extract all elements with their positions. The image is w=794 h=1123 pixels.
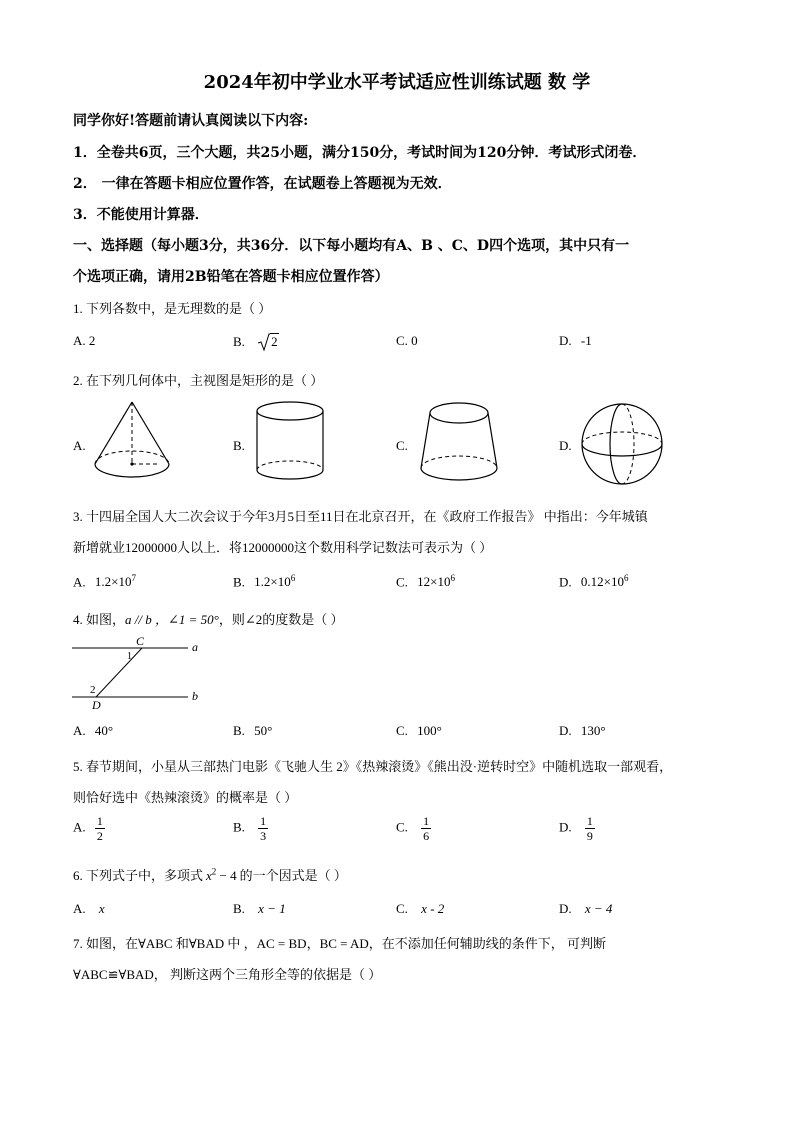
line-b-label: b	[192, 689, 198, 703]
q3-option-b	[233, 573, 295, 590]
point-d-label: D	[92, 698, 101, 712]
sqrt-sign-icon	[258, 333, 270, 351]
q1-option-a-value: 2	[88, 333, 96, 348]
rule-3: 3．不能使用计算器．	[73, 207, 209, 223]
q3-option-c	[396, 573, 455, 590]
q4-option-b-label: B.	[233, 723, 245, 738]
q3-option-d-base: 0.12×10	[580, 574, 624, 590]
q4-option-c-label: C.	[396, 723, 408, 738]
q6-option-d	[559, 901, 612, 917]
question-3-stem-line1: 3. 十四届全国人大二次会议于今年3月5日至11日在北京召开，在《政府工作报告》 中指出：今年城镇	[73, 509, 648, 524]
q1-option-b-label: B.	[233, 334, 245, 349]
q6-option-b	[233, 901, 286, 917]
q4-option-d-value: 130°	[580, 723, 606, 738]
q6-stem-suffix: 的一个因式是（ ）	[239, 868, 347, 883]
q4-option-a	[73, 723, 113, 739]
question-4-stem	[73, 609, 344, 628]
q3-option-a-exp: 7	[131, 573, 136, 583]
q5-option-b-numerator: 1	[260, 814, 267, 828]
q5-option-a-denominator: 2	[96, 829, 103, 843]
q1-option-c	[396, 333, 418, 349]
q5-option-c-denominator: 6	[423, 829, 430, 843]
q6-option-d-value: x − 4	[584, 901, 613, 916]
cylinder-figure	[254, 400, 326, 484]
q6-option-c	[396, 901, 444, 917]
q2-option-b-label: B.	[233, 438, 245, 453]
q4-stem-suffix: ，则∠2的度数是（ ）	[218, 612, 344, 627]
q5-option-a-numerator: 1	[96, 814, 103, 828]
q5-option-d-numerator: 1	[586, 814, 593, 828]
q5-option-c	[396, 814, 431, 843]
q3-option-a-label: A.	[73, 574, 86, 590]
q3-option-c-label: C.	[396, 574, 408, 590]
question-7-stem-line1: 7. 如图，在∀ABC 和∀BAD 中 ，AC = BD，BC = AD，在不添加任何辅助线的条件下， 可判断	[73, 936, 607, 951]
q5-option-c-label: C.	[396, 819, 408, 835]
q4-stem-math: a // b ，∠1 = 50°	[125, 612, 219, 627]
q4-stem-prefix: 4. 如图，	[73, 612, 126, 627]
q1-option-d	[559, 333, 592, 349]
q1-option-a-label: A.	[73, 333, 86, 348]
q6-option-a	[73, 901, 105, 917]
line-a-label: a	[192, 640, 198, 654]
q3-option-d-label: D.	[559, 574, 572, 590]
q4-option-c-value: 100°	[417, 723, 442, 738]
angle-2-label: 2	[90, 684, 96, 696]
question-5-stem-line1: 5. 春节期间，小星从三部热门电影《飞驰人生 2》《热辣滚烫》《熊出没·逆转时空》中随机选取一部观看，	[73, 759, 673, 774]
q4-option-b-value: 50°	[254, 723, 273, 738]
sphere-figure	[580, 402, 664, 486]
q3-option-b-base: 1.2×10	[254, 574, 291, 590]
q3-option-d	[559, 573, 628, 590]
parallel-lines-figure	[70, 634, 210, 714]
q1-option-d-label: D.	[559, 333, 572, 348]
q6-stem-prefix: 6. 下列式子中，多项式	[73, 868, 204, 883]
frustum-figure	[418, 400, 500, 484]
q1-option-b	[233, 333, 279, 351]
q6-option-a-label: A.	[73, 901, 86, 916]
q5-option-d-label: D.	[559, 819, 572, 835]
q6-stem-math-base: x	[206, 868, 212, 883]
q6-option-d-label: D.	[559, 901, 572, 916]
rule-1: 1．全卷共6页，三个大题，共25小题，满分150分，考试时间为120分钟．考试形式闭卷．	[73, 145, 647, 161]
q1-option-b-radicand: 2	[271, 334, 278, 349]
q3-option-c-exp: 6	[450, 573, 456, 583]
q5-option-c-numerator: 1	[423, 814, 430, 828]
q1-option-d-value: -1	[580, 333, 592, 348]
q6-stem-math-exp: 2	[211, 866, 217, 877]
q1-option-a	[73, 333, 95, 349]
q2-option-d-label: D.	[559, 438, 572, 453]
question-1-stem: 1. 下列各数中，是无理数的是（ ）	[73, 301, 272, 316]
q3-option-b-label: B.	[233, 574, 245, 590]
q3-option-a	[73, 573, 136, 590]
q4-option-a-label: A.	[73, 723, 86, 738]
q2-option-c-label: C.	[396, 438, 408, 453]
q4-option-c	[396, 723, 442, 739]
q5-option-b-label: B.	[233, 819, 245, 835]
cone-figure	[92, 398, 172, 484]
q5-option-b-denominator: 3	[260, 829, 267, 843]
page-title: 2024年初中学业水平考试适应性训练试题 数 学	[203, 72, 591, 93]
q5-option-a-label: A.	[73, 819, 86, 835]
q6-option-b-label: B.	[233, 901, 245, 916]
angle-1-label: 1	[127, 651, 132, 662]
question-3-stem-line2: 新增就业12000000人以上．将12000000这个数用科学记数法可表示为（ ）	[73, 540, 493, 555]
q4-option-b	[233, 723, 272, 739]
q3-option-d-exp: 6	[623, 573, 629, 583]
q1-option-c-label: C.	[396, 333, 408, 348]
q3-option-b-exp: 6	[290, 573, 296, 583]
q5-option-d	[559, 814, 595, 843]
q5-option-b	[233, 814, 268, 843]
section-heading-line1: 一、选择题（每小题3分，共36分．以下每小题均有A、B 、C、D四个选项，其中只有一	[73, 238, 630, 254]
q6-option-c-value: x - 2	[421, 901, 445, 916]
q5-option-d-denominator: 9	[586, 829, 593, 843]
question-6-stem	[73, 865, 347, 884]
q1-option-c-value: 0	[411, 333, 418, 348]
q2-option-a-label: A.	[73, 438, 86, 453]
q3-option-c-base: 12×10	[417, 574, 451, 590]
q5-option-a	[73, 814, 105, 843]
greeting: 同学你好!答题前请认真阅读以下内容:	[73, 113, 309, 129]
q4-option-d	[559, 723, 606, 739]
q6-option-a-value: x	[98, 901, 105, 916]
point-c-label: C	[136, 634, 145, 648]
q6-option-b-value: x − 1	[258, 901, 286, 916]
q4-option-d-label: D.	[559, 723, 572, 738]
q6-stem-math-rest: − 4	[216, 868, 237, 883]
question-5-stem-line2: 则恰好选中《热辣滚烫》的概率是（ ）	[73, 790, 298, 805]
question-7-stem-line2: ∀ABC≌∀BAD， 判断这两个三角形全等的依据是（ ）	[73, 967, 382, 982]
rule-2: 2． 一律在答题卡相应位置作答，在试题卷上答题视为无效．	[73, 176, 452, 192]
q4-option-a-value: 40°	[94, 723, 114, 738]
q3-option-a-base: 1.2×10	[94, 574, 132, 590]
section-heading-line2: 个选项正确，请用2B铅笔在答题卡相应位置作答）	[73, 269, 389, 285]
question-2-stem: 2. 在下列几何体中，主视图是矩形的是（ ）	[73, 373, 324, 388]
q6-option-c-label: C.	[396, 901, 408, 916]
